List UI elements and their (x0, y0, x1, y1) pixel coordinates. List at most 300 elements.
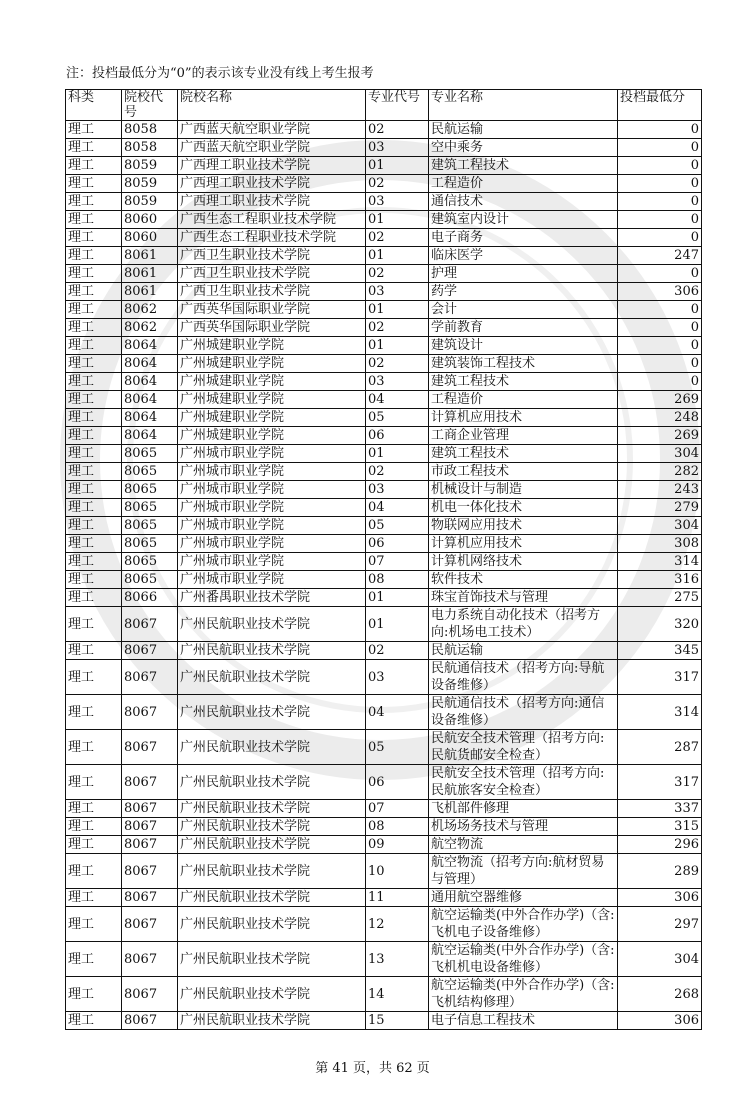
cell-school-code: 8061 (122, 247, 178, 265)
cell-major-name: 民航通信技术（招考方向:通信设备维修） (429, 695, 618, 730)
cell-school-code: 8064 (122, 355, 178, 373)
table-row (66, 193, 702, 211)
cell-school-name: 广州城市职业学院 (178, 481, 366, 499)
cell-min-score: 297 (618, 907, 702, 942)
cell-major-code: 02 (366, 355, 429, 373)
cell-min-score: 0 (618, 229, 702, 247)
cell-min-score: 0 (618, 121, 702, 139)
table-row (66, 854, 702, 889)
cell-school-code: 8064 (122, 409, 178, 427)
cell-major-code: 02 (366, 319, 429, 337)
cell-min-score: 0 (618, 175, 702, 193)
cell-category: 理工 (66, 139, 122, 157)
cell-major-code: 06 (366, 535, 429, 553)
table-row (66, 409, 702, 427)
cell-min-score: 0 (618, 373, 702, 391)
cell-school-name: 广州城建职业学院 (178, 409, 366, 427)
cell-major-code: 01 (366, 589, 429, 607)
cell-category: 理工 (66, 818, 122, 836)
cell-major-code: 03 (366, 373, 429, 391)
cell-school-code: 8067 (122, 660, 178, 695)
cell-school-code: 8065 (122, 445, 178, 463)
cell-category: 理工 (66, 660, 122, 695)
cell-min-score: 287 (618, 730, 702, 765)
cell-major-code: 01 (366, 157, 429, 175)
cell-major-name: 民航运输 (429, 642, 618, 660)
cell-school-name: 广州城市职业学院 (178, 571, 366, 589)
cell-school-code: 8064 (122, 391, 178, 409)
cell-school-name: 广西卫生职业技术学院 (178, 283, 366, 301)
table-row (66, 942, 702, 977)
cell-school-code: 8062 (122, 301, 178, 319)
table-row (66, 1012, 702, 1030)
cell-major-code: 10 (366, 854, 429, 889)
cell-school-name: 广州民航职业技术学院 (178, 1012, 366, 1030)
cell-min-score: 306 (618, 1012, 702, 1030)
cell-school-code: 8067 (122, 942, 178, 977)
cell-min-score: 304 (618, 517, 702, 535)
cell-school-code: 8067 (122, 642, 178, 660)
cell-major-code: 01 (366, 445, 429, 463)
cell-major-name: 民航安全技术管理（招考方向:民航旅客安全检查） (429, 765, 618, 800)
cell-school-code: 8060 (122, 229, 178, 247)
cell-major-name: 建筑工程技术 (429, 373, 618, 391)
cell-major-code: 12 (366, 907, 429, 942)
cell-category: 理工 (66, 765, 122, 800)
cell-school-code: 8060 (122, 211, 178, 229)
cell-school-name: 广州民航职业技术学院 (178, 889, 366, 907)
cell-school-code: 8065 (122, 463, 178, 481)
cell-category: 理工 (66, 175, 122, 193)
cell-category: 理工 (66, 907, 122, 942)
cell-major-code: 08 (366, 818, 429, 836)
cell-school-name: 广州城市职业学院 (178, 517, 366, 535)
cell-school-name: 广州城市职业学院 (178, 445, 366, 463)
cell-major-name: 建筑工程技术 (429, 445, 618, 463)
cell-school-name: 广西卫生职业技术学院 (178, 247, 366, 265)
table-row (66, 265, 702, 283)
cell-major-code: 07 (366, 800, 429, 818)
cell-major-name: 空中乘务 (429, 139, 618, 157)
cell-min-score: 306 (618, 889, 702, 907)
cell-school-name: 广州民航职业技术学院 (178, 818, 366, 836)
cell-school-name: 广西理工职业技术学院 (178, 175, 366, 193)
cell-major-code: 13 (366, 942, 429, 977)
table-row (66, 642, 702, 660)
cell-major-name: 工程造价 (429, 175, 618, 193)
cell-school-name: 广州民航职业技术学院 (178, 607, 366, 642)
table-row (66, 175, 702, 193)
table-row (66, 121, 702, 139)
cell-school-name: 广州城市职业学院 (178, 535, 366, 553)
cell-school-name: 广州城市职业学院 (178, 553, 366, 571)
cell-major-name: 航空运输类(中外合作办学)（含:飞机机电设备维修） (429, 942, 618, 977)
cell-category: 理工 (66, 589, 122, 607)
cell-school-code: 8064 (122, 427, 178, 445)
table-row (66, 907, 702, 942)
cell-min-score: 243 (618, 481, 702, 499)
header-major-name: 专业名称 (429, 90, 618, 121)
cell-min-score: 320 (618, 607, 702, 642)
cell-min-score: 317 (618, 660, 702, 695)
cell-category: 理工 (66, 427, 122, 445)
cell-school-code: 8067 (122, 854, 178, 889)
cell-min-score: 315 (618, 818, 702, 836)
cell-category: 理工 (66, 265, 122, 283)
cell-min-score: 308 (618, 535, 702, 553)
table-row (66, 818, 702, 836)
cell-min-score: 269 (618, 391, 702, 409)
cell-major-name: 建筑室内设计 (429, 211, 618, 229)
cell-major-code: 03 (366, 139, 429, 157)
cell-major-code: 03 (366, 193, 429, 211)
table-row (66, 247, 702, 265)
cell-major-code: 04 (366, 695, 429, 730)
cell-major-code: 04 (366, 499, 429, 517)
cell-major-name: 计算机应用技术 (429, 535, 618, 553)
cell-min-score: 0 (618, 355, 702, 373)
cell-category: 理工 (66, 391, 122, 409)
table-row (66, 355, 702, 373)
cell-school-code: 8062 (122, 319, 178, 337)
cell-major-name: 航空运输类(中外合作办学)（含:飞机电子设备维修） (429, 907, 618, 942)
cell-category: 理工 (66, 301, 122, 319)
cell-school-name: 广州城建职业学院 (178, 373, 366, 391)
cell-major-code: 03 (366, 481, 429, 499)
table-row (66, 607, 702, 642)
cell-major-code: 04 (366, 391, 429, 409)
cell-min-score: 0 (618, 319, 702, 337)
cell-major-name: 电力系统自动化技术（招考方向:机场电工技术） (429, 607, 618, 642)
cell-category: 理工 (66, 211, 122, 229)
cell-major-name: 工程造价 (429, 391, 618, 409)
cell-major-code: 05 (366, 730, 429, 765)
cell-school-code: 8061 (122, 265, 178, 283)
table-header-row (66, 90, 702, 121)
cell-major-code: 06 (366, 765, 429, 800)
table-row (66, 319, 702, 337)
table-row (66, 836, 702, 854)
cell-category: 理工 (66, 730, 122, 765)
table-row (66, 139, 702, 157)
cell-school-name: 广州城建职业学院 (178, 391, 366, 409)
cell-school-code: 8067 (122, 818, 178, 836)
cell-school-code: 8065 (122, 571, 178, 589)
cell-category: 理工 (66, 535, 122, 553)
cell-category: 理工 (66, 481, 122, 499)
cell-major-code: 01 (366, 301, 429, 319)
cell-school-name: 广州民航职业技术学院 (178, 977, 366, 1012)
cell-major-name: 市政工程技术 (429, 463, 618, 481)
cell-category: 理工 (66, 355, 122, 373)
cell-school-code: 8067 (122, 889, 178, 907)
cell-min-score: 304 (618, 445, 702, 463)
table-row (66, 499, 702, 517)
cell-school-code: 8067 (122, 907, 178, 942)
cell-category: 理工 (66, 695, 122, 730)
cell-major-code: 02 (366, 175, 429, 193)
cell-school-code: 8067 (122, 836, 178, 854)
cell-major-name: 药学 (429, 283, 618, 301)
cell-school-name: 广州民航职业技术学院 (178, 660, 366, 695)
table-row (66, 765, 702, 800)
cell-school-code: 8059 (122, 157, 178, 175)
cell-major-name: 工商企业管理 (429, 427, 618, 445)
cell-major-code: 02 (366, 463, 429, 481)
page-note: 注：投档最低分为“0”的表示该专业没有线上考生报考 (66, 66, 374, 81)
admission-score-table (65, 89, 702, 1030)
cell-major-name: 民航通信技术（招考方向:导航设备维修） (429, 660, 618, 695)
cell-major-name: 航空物流（招考方向:航材贸易与管理） (429, 854, 618, 889)
cell-category: 理工 (66, 445, 122, 463)
cell-school-name: 广西蓝天航空职业学院 (178, 139, 366, 157)
cell-school-name: 广州城建职业学院 (178, 355, 366, 373)
table-row (66, 463, 702, 481)
cell-major-code: 14 (366, 977, 429, 1012)
cell-major-code: 01 (366, 337, 429, 355)
cell-major-code: 07 (366, 553, 429, 571)
cell-major-name: 建筑设计 (429, 337, 618, 355)
cell-min-score: 0 (618, 211, 702, 229)
cell-major-code: 02 (366, 265, 429, 283)
table-row (66, 730, 702, 765)
cell-major-code: 02 (366, 121, 429, 139)
cell-category: 理工 (66, 319, 122, 337)
cell-major-name: 软件技术 (429, 571, 618, 589)
header-school-code: 院校代号 (122, 90, 178, 121)
cell-major-code: 15 (366, 1012, 429, 1030)
table-row (66, 695, 702, 730)
cell-school-name: 广州城市职业学院 (178, 499, 366, 517)
cell-category: 理工 (66, 463, 122, 481)
cell-min-score: 337 (618, 800, 702, 818)
table-row (66, 589, 702, 607)
cell-category: 理工 (66, 337, 122, 355)
cell-school-name: 广州城建职业学院 (178, 337, 366, 355)
header-min-score: 投档最低分 (618, 90, 702, 121)
cell-school-code: 8058 (122, 121, 178, 139)
cell-major-code: 05 (366, 409, 429, 427)
cell-major-code: 05 (366, 517, 429, 535)
cell-min-score: 279 (618, 499, 702, 517)
cell-category: 理工 (66, 247, 122, 265)
cell-school-name: 广州民航职业技术学院 (178, 800, 366, 818)
cell-major-code: 09 (366, 836, 429, 854)
cell-min-score: 304 (618, 942, 702, 977)
table-row (66, 553, 702, 571)
cell-min-score: 0 (618, 139, 702, 157)
cell-major-code: 03 (366, 283, 429, 301)
cell-min-score: 296 (618, 836, 702, 854)
cell-major-name: 电子信息工程技术 (429, 1012, 618, 1030)
cell-school-name: 广州民航职业技术学院 (178, 730, 366, 765)
table-row (66, 800, 702, 818)
cell-major-name: 物联网应用技术 (429, 517, 618, 535)
cell-major-name: 会计 (429, 301, 618, 319)
table-row (66, 571, 702, 589)
cell-category: 理工 (66, 889, 122, 907)
table-row (66, 337, 702, 355)
cell-category: 理工 (66, 121, 122, 139)
cell-school-code: 8064 (122, 337, 178, 355)
cell-min-score: 316 (618, 571, 702, 589)
cell-school-name: 广州民航职业技术学院 (178, 854, 366, 889)
cell-category: 理工 (66, 193, 122, 211)
cell-major-code: 06 (366, 427, 429, 445)
cell-school-code: 8065 (122, 517, 178, 535)
table-row (66, 660, 702, 695)
table-row (66, 157, 702, 175)
header-major-code: 专业代号 (366, 90, 429, 121)
cell-category: 理工 (66, 607, 122, 642)
cell-category: 理工 (66, 1012, 122, 1030)
table-row (66, 427, 702, 445)
cell-major-name: 计算机网络技术 (429, 553, 618, 571)
cell-category: 理工 (66, 942, 122, 977)
cell-major-name: 机场场务技术与管理 (429, 818, 618, 836)
header-school-name: 院校名称 (178, 90, 366, 121)
cell-major-code: 03 (366, 660, 429, 695)
cell-major-name: 学前教育 (429, 319, 618, 337)
cell-major-code: 11 (366, 889, 429, 907)
table-row (66, 481, 702, 499)
table-row (66, 229, 702, 247)
cell-major-name: 机电一体化技术 (429, 499, 618, 517)
cell-major-name: 建筑工程技术 (429, 157, 618, 175)
cell-school-name: 广州民航职业技术学院 (178, 695, 366, 730)
cell-major-name: 航空物流 (429, 836, 618, 854)
cell-major-name: 通用航空器维修 (429, 889, 618, 907)
cell-major-name: 航空运输类(中外合作办学)（含:飞机结构修理） (429, 977, 618, 1012)
cell-school-name: 广州民航职业技术学院 (178, 765, 366, 800)
cell-major-name: 临床医学 (429, 247, 618, 265)
cell-school-name: 广州民航职业技术学院 (178, 907, 366, 942)
cell-category: 理工 (66, 157, 122, 175)
cell-school-code: 8067 (122, 695, 178, 730)
cell-school-name: 广州城建职业学院 (178, 427, 366, 445)
cell-school-code: 8059 (122, 175, 178, 193)
cell-min-score: 0 (618, 301, 702, 319)
cell-min-score: 268 (618, 977, 702, 1012)
cell-category: 理工 (66, 836, 122, 854)
cell-major-name: 民航安全技术管理（招考方向:民航货邮安全检查） (429, 730, 618, 765)
cell-min-score: 282 (618, 463, 702, 481)
table-row (66, 535, 702, 553)
cell-category: 理工 (66, 499, 122, 517)
table-row (66, 889, 702, 907)
cell-school-name: 广西理工职业技术学院 (178, 157, 366, 175)
cell-min-score: 248 (618, 409, 702, 427)
cell-major-code: 02 (366, 229, 429, 247)
table-row (66, 977, 702, 1012)
cell-school-code: 8067 (122, 800, 178, 818)
table-row (66, 301, 702, 319)
cell-major-name: 机械设计与制造 (429, 481, 618, 499)
cell-min-score: 275 (618, 589, 702, 607)
cell-school-name: 广西英华国际职业学院 (178, 319, 366, 337)
cell-category: 理工 (66, 642, 122, 660)
cell-major-name: 民航运输 (429, 121, 618, 139)
cell-school-code: 8067 (122, 730, 178, 765)
cell-min-score: 317 (618, 765, 702, 800)
cell-school-code: 8058 (122, 139, 178, 157)
table-row (66, 517, 702, 535)
cell-school-code: 8065 (122, 499, 178, 517)
cell-category: 理工 (66, 517, 122, 535)
cell-school-name: 广西蓝天航空职业学院 (178, 121, 366, 139)
cell-category: 理工 (66, 977, 122, 1012)
cell-major-name: 建筑装饰工程技术 (429, 355, 618, 373)
cell-school-name: 广州民航职业技术学院 (178, 942, 366, 977)
cell-school-code: 8065 (122, 535, 178, 553)
cell-min-score: 289 (618, 854, 702, 889)
cell-school-code: 8065 (122, 553, 178, 571)
cell-school-code: 8059 (122, 193, 178, 211)
cell-school-code: 8064 (122, 373, 178, 391)
cell-category: 理工 (66, 800, 122, 818)
cell-category: 理工 (66, 409, 122, 427)
cell-school-name: 广西卫生职业技术学院 (178, 265, 366, 283)
cell-school-name: 广西生态工程职业技术学院 (178, 229, 366, 247)
table-row (66, 211, 702, 229)
cell-school-name: 广西生态工程职业技术学院 (178, 211, 366, 229)
cell-school-code: 8067 (122, 977, 178, 1012)
cell-category: 理工 (66, 854, 122, 889)
cell-min-score: 314 (618, 695, 702, 730)
cell-school-code: 8066 (122, 589, 178, 607)
cell-school-name: 广州城市职业学院 (178, 463, 366, 481)
cell-school-code: 8065 (122, 481, 178, 499)
cell-school-name: 广西英华国际职业学院 (178, 301, 366, 319)
header-category: 科类 (66, 90, 122, 121)
cell-major-code: 01 (366, 607, 429, 642)
cell-school-code: 8067 (122, 765, 178, 800)
table-row (66, 391, 702, 409)
cell-major-name: 飞机部件修理 (429, 800, 618, 818)
cell-category: 理工 (66, 571, 122, 589)
cell-major-name: 珠宝首饰技术与管理 (429, 589, 618, 607)
cell-major-name: 计算机应用技术 (429, 409, 618, 427)
table-row (66, 283, 702, 301)
cell-major-code: 02 (366, 642, 429, 660)
page-number: 第 41 页，共 62 页 (315, 1061, 430, 1076)
cell-category: 理工 (66, 553, 122, 571)
cell-min-score: 269 (618, 427, 702, 445)
cell-min-score: 0 (618, 157, 702, 175)
cell-major-name: 护理 (429, 265, 618, 283)
cell-major-name: 电子商务 (429, 229, 618, 247)
cell-school-name: 广州番禺职业技术学院 (178, 589, 366, 607)
cell-min-score: 0 (618, 193, 702, 211)
cell-min-score: 0 (618, 265, 702, 283)
cell-school-code: 8061 (122, 283, 178, 301)
cell-school-name: 广西理工职业技术学院 (178, 193, 366, 211)
cell-category: 理工 (66, 283, 122, 301)
cell-min-score: 247 (618, 247, 702, 265)
cell-major-code: 08 (366, 571, 429, 589)
cell-min-score: 0 (618, 337, 702, 355)
cell-min-score: 306 (618, 283, 702, 301)
cell-major-code: 01 (366, 247, 429, 265)
cell-min-score: 345 (618, 642, 702, 660)
cell-school-name: 广州民航职业技术学院 (178, 642, 366, 660)
table-row (66, 373, 702, 391)
cell-major-code: 01 (366, 211, 429, 229)
cell-school-code: 8067 (122, 1012, 178, 1030)
cell-school-name: 广州民航职业技术学院 (178, 836, 366, 854)
cell-school-code: 8067 (122, 607, 178, 642)
table-row (66, 445, 702, 463)
